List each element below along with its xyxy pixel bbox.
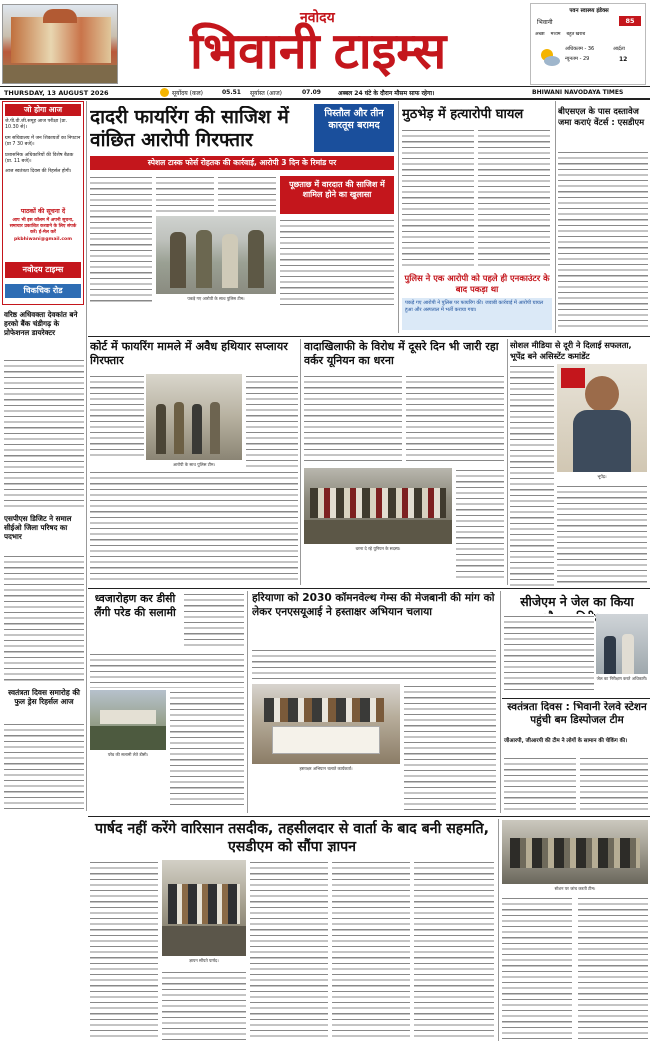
legend-good: अच्छा	[535, 32, 545, 37]
court-head: कोर्ट में फायरिंग मामले में अवैध हथियार सप्लायर गिरफ्तार	[90, 340, 288, 367]
today-item: प्रशासनिक अधिकारियों की विशेष बैठक (प्रा. 11 बजे)।	[5, 152, 74, 165]
social-photo	[557, 364, 647, 472]
encounter-body-a	[402, 128, 474, 270]
flag-photo	[90, 690, 166, 750]
weather-widget	[530, 3, 646, 85]
jail-caption: जेल का निरीक्षण करते अधिकारी।	[596, 676, 648, 681]
paper-name-right: BHIWANI NAVODAYA TIMES	[532, 89, 624, 96]
patwari-body-c	[250, 860, 328, 1040]
lead-body-col1	[90, 175, 152, 305]
sunset-label: सूर्यास्त (आज)	[250, 90, 283, 97]
station-photo	[502, 820, 648, 884]
station-head: स्वतंत्रता दिवस : भिवानी रेलवे स्टेशन पहुंची बम डिस्पोजल टीम	[507, 701, 647, 727]
today-item: ग्रम सचिवालय में जन शिकायतों का निपटान (प्रा 7 30 बजे)।	[5, 135, 81, 148]
lead-body-col3	[218, 175, 276, 213]
flag-body-c	[170, 690, 244, 808]
mini-brand: नवोदय टाइम्स	[5, 262, 81, 278]
patwari-body-b	[162, 970, 246, 1040]
temp-min: न्यूनतम - 29	[565, 56, 590, 62]
patwari-head: पार्षद नहीं करेंगे वारिसान तसदीक, तहसीलदार से वार्ता के बाद बनी सहमति, एसडीएम को सौंपा ज्ञापन	[95, 821, 489, 855]
social-head: सोशल मीडिया से दूरी ने दिलाई सफलता, भूपेंद्र बने असिस्टेंट कमांडेंट	[510, 340, 632, 361]
encounter-body-b	[478, 128, 550, 270]
patwari-photo	[162, 860, 246, 956]
protest-headline: वादाखिलाफी के विरोध में दूसरे दिन भी जारी रहा वर्कर यूनियन का धरना	[304, 340, 499, 367]
lead-pull: पूछताछ में वारदात की साजिश में शामिल होने का खुलासा	[280, 176, 394, 214]
legend-moderate: मध्यम	[550, 32, 561, 37]
legend-bad: बहुत खराब	[566, 32, 586, 37]
sun-icon	[160, 88, 169, 97]
aqi-legend	[535, 31, 645, 39]
today-item: जे.पी.वी.जी.समूह आज परीक्षा (प्रा. 10.30 से)।	[5, 119, 68, 131]
sunrise-label: सूर्योदय (कल)	[172, 90, 204, 97]
today-item: आज स्वतंत्रता दिवस की रिहर्सल होगी।	[5, 169, 72, 175]
sun-cloud-icon	[537, 46, 561, 68]
masthead-photo	[2, 4, 118, 84]
protest-head	[304, 340, 502, 368]
sidebar-story2-head: एसपीएस डिजिट ने समाल सीईओ जिला परिषद का पदभार	[4, 514, 72, 541]
farright-head: बीएसएल के पास दस्तावेज जमा कराएं वेंटर्स : एसडीएम	[558, 106, 645, 127]
protest-body-a	[304, 374, 402, 464]
flag-head: ध्वजारोहण कर डीसी लैंगी परेड की सलामी	[94, 592, 176, 619]
station-body-a	[504, 756, 576, 812]
cwg-caption: हस्ताक्षर अभियान चलाते कार्यकर्ता।	[299, 766, 353, 771]
patwari-body-e	[414, 860, 494, 1040]
patwari-body-a	[90, 860, 158, 1040]
sunset-time: 07.09	[302, 89, 321, 96]
sidebar-story3-head: स्वतंत्रता दिवस समारोह की फुल ड्रेस रिहर्सल आज	[8, 688, 80, 706]
court-caption: आरोपी के साथ पुलिस टीम।	[172, 462, 216, 467]
jail-head: सीजेएम ने जेल का किया निरीक्षण	[520, 594, 634, 625]
brand-small: नवोदय	[300, 10, 335, 26]
lead-body-col4	[280, 218, 394, 306]
station-caption: स्टेशन पर जांच करती टीम।	[554, 886, 596, 891]
encounter-blue-quote: पकड़े गए आरोपी ने पुलिस पर फायरिंग की। जवाबी कार्रवाई में आरोपी घायल हुआ और अस्पताल में भर्ती कराया गया।	[402, 298, 552, 330]
encounter-head: मुठभेड़ में हत्यारोपी घायल	[402, 107, 524, 122]
lead-body-col2	[156, 175, 214, 213]
jail-photo	[596, 614, 648, 674]
farright-body	[558, 150, 648, 330]
social-body-a	[510, 364, 554, 586]
lead-photo-caption: पकड़े गए आरोपी के साथ पुलिस टीम।	[187, 296, 245, 301]
humidity-value: 12	[619, 56, 628, 63]
sidebar-story1-head: वरिष्ठ अधिवक्ता देवकांत बने हरको बैंक चंडीगढ़ के प्रोफेशनल डायरेक्टर	[4, 310, 78, 337]
temp-max: अधिकतम - 36	[565, 46, 595, 52]
protest-caption: धरना दे रहे यूनियन के सदस्य।	[355, 546, 401, 551]
protest-body-c	[456, 468, 504, 580]
cwg-photo	[252, 684, 400, 764]
court-body-b	[246, 374, 298, 470]
social-caption: भूपेंद्र।	[597, 474, 607, 479]
jail-body-a	[504, 614, 594, 692]
weather-tagline: अब्बल 24 घंटे के दौरान मौसम साफ रहेगा।	[338, 90, 435, 97]
today-list	[5, 119, 81, 176]
reader-text: आप भी इस कॉलम में अपनी सूचना, समाचार प्रकाशित करवाने के लिए संपर्क करें। ई-मेल करें pkbhiwani@gmail.com	[9, 218, 77, 242]
today-title: जो होगा आज	[5, 104, 81, 116]
reader-title: पाठकों की सूचना दें	[20, 208, 66, 215]
flag-body-b	[90, 652, 244, 688]
station-body-c	[502, 896, 572, 1040]
lead-photo	[156, 216, 276, 294]
brand-title	[190, 20, 570, 82]
protest-body-b	[406, 374, 504, 464]
weather-city: भिवानी	[537, 19, 553, 26]
flag-caption: परेड की सलामी लेते डीसी।	[107, 752, 149, 757]
court-body-c	[90, 470, 298, 580]
social-body-b	[557, 484, 647, 586]
sidebar-story2-body	[4, 554, 84, 684]
station-strap: जीआरपी, जीआरपी की टीम ने लोगों के सामान की चेकिंग की।	[504, 738, 628, 744]
sunrise-time: 05.51	[222, 89, 241, 96]
court-photo	[146, 374, 242, 460]
station-body-b	[580, 756, 648, 812]
lead-headline: दादरी फायरिंग की साजिश में वांछित आरोपी गिरफ्तार	[90, 106, 289, 151]
ribbon: चिकचिक रोड	[5, 284, 81, 298]
date-line: THURSDAY, 13 AUGUST 2026	[4, 89, 109, 97]
patwari-caption: ज्ञापन सौंपते पार्षद।	[189, 958, 219, 963]
brand-word-2: टाइम्स	[333, 22, 447, 80]
cwg-body-b	[404, 684, 496, 810]
weather-title: पवन स्वास्थ्य इंडेक्स	[569, 8, 609, 14]
aqi-value: 85	[619, 16, 641, 26]
flag-body-a	[184, 592, 244, 648]
cwg-head: हरियाणा को 2030 कॉमनवेल्थ गेम्स की मेजबानी की मांग को लेकर एनएसयूआई ने हस्ताक्षर अभियान चलाया	[252, 592, 495, 618]
lead-strap: स्पेशल टास्क फोर्स रोहतक की कार्रवाई, आरोपी 3 दिन के रिमांड पर	[90, 156, 394, 170]
patwari-body-d	[332, 860, 410, 1040]
protest-photo	[304, 468, 452, 544]
encounter-red-head: पुलिस ने एक आरोपी को पहले ही एनकाउंटर के बाद पकड़ा था	[404, 273, 550, 294]
brand-word-1: भिवानी	[190, 22, 320, 80]
lead-box: पिस्तौल और तीन कारतूस बरामद	[314, 104, 394, 152]
humidity-label: आर्द्रता	[613, 46, 625, 52]
court-body-a	[90, 374, 144, 460]
cwg-body-a	[252, 648, 496, 682]
sidebar-story3-body	[4, 722, 84, 812]
sidebar-story1-body	[4, 358, 84, 510]
station-body-d	[578, 896, 648, 1040]
